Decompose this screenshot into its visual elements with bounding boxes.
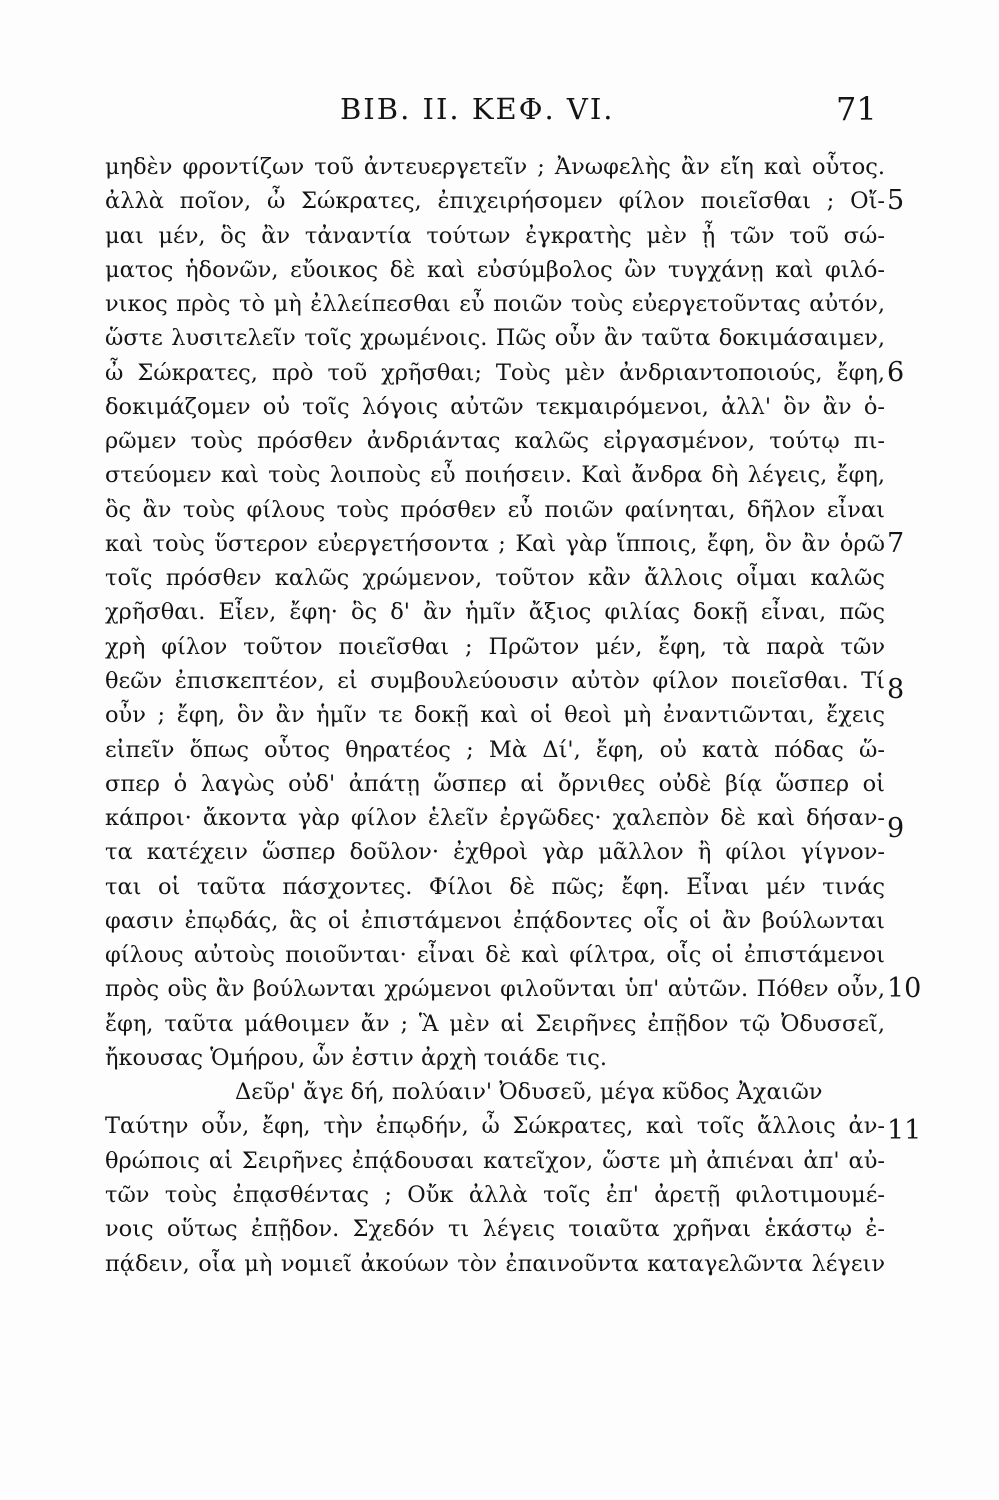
text-line: οὖν ; ἔφη, ὃν ἂν ἡμῖν τε δοκῇ καὶ οἱ θεοὶ μὴ ἐναντιῶνται, ἔχεις xyxy=(105,702,885,729)
text-line: τῶν τοὺς ἐπᾳσθέντας ; Οὔκ ἀλλὰ τοῖς ἐπ' ἀρετῇ φιλοτιμουμέ- xyxy=(105,1181,885,1208)
text-line: τα κατέχειν ὥσπερ δοῦλον· ἐχθροὶ γὰρ μᾶλλον ἢ φίλοι γίγνον- xyxy=(105,839,885,866)
text-line: θεῶν ἐπισκεπτέον, εἰ συμβουλεύουσιν αὐτὸν φίλον ποιεῖσθαι. Τί xyxy=(105,667,885,694)
text-line: νοις οὕτως ἐπῇδον. Σχεδόν τι λέγεις τοιαῦτα χρῆναι ἑκάστῳ ἐ- xyxy=(105,1216,885,1243)
text-line: ἀλλὰ ποῖον, ὦ Σώκρατες, ἐπιχειρήσομεν φίλον ποιεῖσθαι ; Οἴ- xyxy=(105,188,885,215)
running-title: ΒΙΒ. ΙΙ. ΚΕΦ. VI. xyxy=(340,92,615,126)
text-line: ρῶμεν τοὺς πρόσθεν ἀνδριάντας καλῶς εἰργασμένον, τούτῳ πι- xyxy=(105,428,885,455)
section-number: 11 xyxy=(887,1115,922,1146)
section-number: 6 xyxy=(887,357,905,388)
page-number: 71 xyxy=(836,90,877,128)
text-line: Ταύτην οὖν, ἔφη, τὴν ἐπῳδήν, ὦ Σώκρατες, καὶ τοῖς ἄλλοις ἀν- xyxy=(105,1113,885,1140)
text-line: σπερ ὁ λαγὼς οὐδ' ἀπάτῃ ὥσπερ αἱ ὄρνιθες οὐδὲ βίᾳ ὥσπερ οἱ xyxy=(105,770,885,797)
text-line: φασιν ἐπῳδάς, ἃς οἱ ἐπιστάμενοι ἐπᾴδοντες οἷς οἱ ἂν βούλωνται xyxy=(105,907,885,934)
text-line: νικος πρὸς τὸ μὴ ἐλλείπεσθαι εὖ ποιῶν τοὺς εὐεργετοῦντας αὐτόν, xyxy=(105,291,885,318)
text-line: τοῖς πρόσθεν καλῶς χρώμενον, τοῦτον κἂν ἄλλοις οἶμαι καλῶς xyxy=(105,565,885,592)
text-line: φίλους αὐτοὺς ποιοῦνται· εἶναι δὲ καὶ φίλτρα, οἷς οἱ ἐπιστάμενοι xyxy=(105,942,885,969)
text-line: στεύομεν καὶ τοὺς λοιποὺς εὖ ποιήσειν. Καὶ ἄνδρα δὴ λέγεις, ἔφη, xyxy=(105,462,885,489)
text-line: ὥστε λυσιτελεῖν τοῖς χρωμένοις. Πῶς οὖν ἂν ταῦτα δοκιμάσαιμεν, xyxy=(105,325,885,352)
section-number: 10 xyxy=(887,973,922,1004)
text-line: ἤκουσας Ὁμήρου, ὧν ἐστιν ἀρχὴ τοιάδε τις. xyxy=(105,1044,608,1071)
text-line: ται οἱ ταῦτα πάσχοντες. Φίλοι δὲ πῶς; ἔφη. Εἶναι μέν τινάς xyxy=(105,873,885,900)
text-line: ὃς ἂν τοὺς φίλους τοὺς πρόσθεν εὖ ποιῶν φαίνηται, δῆλον εἶναι xyxy=(105,496,885,523)
text-line: ματος ἡδονῶν, εὔοικος δὲ καὶ εὐσύμβολος ὢν τυγχάνῃ καὶ φιλό- xyxy=(105,256,885,283)
text-line: καὶ τοὺς ὕστερον εὐεργετήσοντα ; Καὶ γὰρ ἵπποις, ἔφη, ὃν ἂν ὁρῶ xyxy=(105,530,885,557)
text-line: θρώποις αἱ Σειρῆνες ἐπᾴδουσαι κατεῖχον, ὥστε μὴ ἀπιέναι ἀπ' αὐ- xyxy=(105,1147,885,1174)
section-number: 9 xyxy=(887,813,905,844)
text-line: πᾴδειν, οἷα μὴ νομιεῖ ἀκούων τὸν ἐπαινοῦντα καταγελῶντα λέγειν xyxy=(105,1250,885,1277)
text-line: μαι μέν, ὃς ἂν τἀναντία τούτων ἐγκρατὴς μὲν ᾖ τῶν τοῦ σώ- xyxy=(105,222,885,249)
text-line: χρῆσθαι. Εἶεν, ἔφη· ὃς δ' ἂν ἡμῖν ἄξιος φιλίας δοκῇ εἶναι, πῶς xyxy=(105,599,885,626)
section-number: 7 xyxy=(887,528,905,559)
body-text xyxy=(105,150,885,1281)
text-line: πρὸς οὓς ἂν βούλωνται χρώμενοι φιλοῦνται ὑπ' αὐτῶν. Πόθεν οὖν, xyxy=(105,976,885,1003)
text-line: χρὴ φίλον τοῦτον ποιεῖσθαι ; Πρῶτον μέν, ἔφη, τὰ παρὰ τῶν xyxy=(105,633,885,660)
text-line: μηδὲν φροντίζων τοῦ ἀντευεργετεῖν ; Ἀνωφελὴς ἂν εἴη καὶ οὗτος. xyxy=(105,154,885,180)
text-line: εἰπεῖν ὅπως οὗτος θηρατέος ; Μὰ Δί', ἔφη, οὐ κατὰ πόδας ὥ- xyxy=(105,736,885,763)
text-line: ἔφη, ταῦτα μάθοιμεν ἄν ; Ἃ μὲν αἱ Σειρῆνες ἐπῇδον τῷ Ὀδυσσεῖ, xyxy=(105,1010,885,1037)
verse-quotation: Δεῦρ' ἄγε δή, πολύαιν' Ὀδυσεῦ, μέγα κῦδος Ἀχαιῶν xyxy=(235,1079,823,1106)
text-line: δοκιμάζομεν οὐ τοῖς λόγοις αὐτῶν τεκμαιρόμενοι, ἀλλ' ὃν ἂν ὁ- xyxy=(105,393,885,420)
section-number: 8 xyxy=(887,674,905,705)
text-line: ὦ Σώκρατες, πρὸ τοῦ χρῆσθαι; Τοὺς μὲν ἀνδριαντοποιούς, ἔφη, xyxy=(105,359,885,386)
text-line: κάπροι· ἄκοντα γὰρ φίλον ἑλεῖν ἐργῶδες· χαλεπὸν δὲ καὶ δήσαν- xyxy=(105,805,885,832)
section-number: 5 xyxy=(887,185,905,216)
